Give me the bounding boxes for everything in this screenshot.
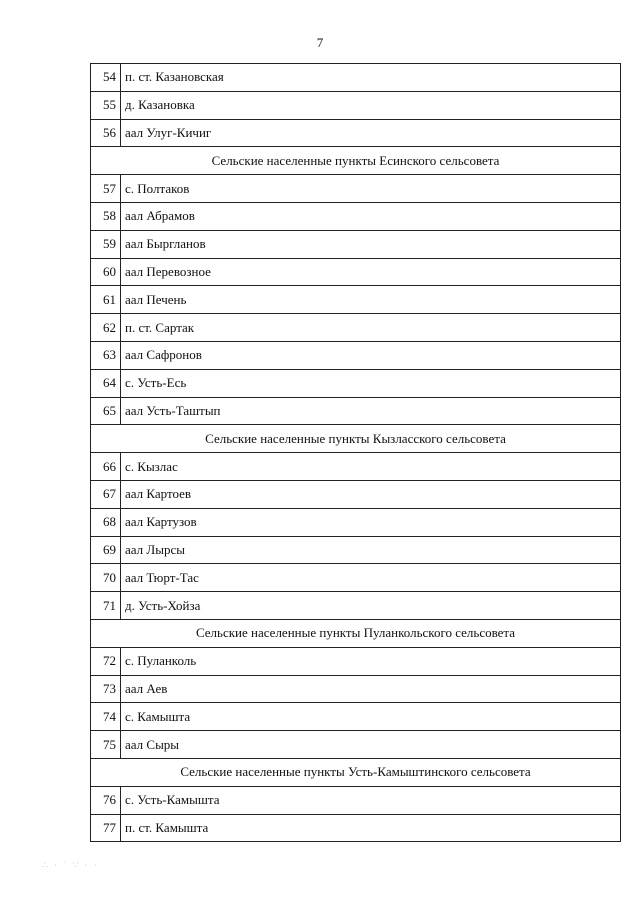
row-number: 57 (91, 175, 121, 203)
section-header-row (91, 147, 621, 175)
settlement-name: аал Абрамов (121, 202, 621, 230)
table-row (91, 703, 621, 731)
row-number: 75 (91, 731, 121, 759)
section-title: Сельские населенные пункты Кызласского сельсовета (91, 425, 621, 453)
row-number: 60 (91, 258, 121, 286)
page-number: 7 (316, 35, 324, 50)
settlement-name: аал Быргланов (121, 230, 621, 258)
row-number: 76 (91, 786, 121, 814)
row-number: 58 (91, 202, 121, 230)
table-row (91, 508, 621, 536)
table-row (91, 453, 621, 481)
settlement-name: аал Сыры (121, 731, 621, 759)
table-row (91, 369, 621, 397)
table-row (91, 314, 621, 342)
row-number: 71 (91, 592, 121, 620)
settlement-name: п. ст. Казановская (121, 64, 621, 92)
table-row (91, 536, 621, 564)
section-title: Сельские населенные пункты Усть-Камыштинского сельсовета (91, 758, 621, 786)
settlement-name: с. Камышта (121, 703, 621, 731)
settlement-name: с. Полтаков (121, 175, 621, 203)
settlement-name: аал Тюрт-Тас (121, 564, 621, 592)
table-row (91, 731, 621, 759)
row-number: 67 (91, 480, 121, 508)
table-row (91, 91, 621, 119)
settlement-name: аал Сафронов (121, 341, 621, 369)
settlement-name: аал Перевозное (121, 258, 621, 286)
row-number: 54 (91, 64, 121, 92)
row-number: 72 (91, 647, 121, 675)
settlement-name: п. ст. Сартак (121, 314, 621, 342)
row-number: 69 (91, 536, 121, 564)
settlement-name: аал Аев (121, 675, 621, 703)
row-number: 77 (91, 814, 121, 842)
table-row (91, 64, 621, 92)
section-title: Сельские населенные пункты Пуланкольского сельсовета (91, 619, 621, 647)
settlement-name: п. ст. Камышта (121, 814, 621, 842)
settlement-name: аал Улуг-Кичиг (121, 119, 621, 147)
settlement-name: аал Картузов (121, 508, 621, 536)
row-number: 74 (91, 703, 121, 731)
settlements-table-body (91, 64, 621, 842)
settlement-name: с. Усть-Есь (121, 369, 621, 397)
table-row (91, 786, 621, 814)
table-row (91, 258, 621, 286)
settlement-name: с. Усть-Камышта (121, 786, 621, 814)
settlements-table (90, 63, 621, 842)
row-number: 56 (91, 119, 121, 147)
table-row (91, 175, 621, 203)
table-row (91, 564, 621, 592)
table-row (91, 592, 621, 620)
section-header-row (91, 425, 621, 453)
row-number: 70 (91, 564, 121, 592)
settlement-name: аал Усть-Таштып (121, 397, 621, 425)
table-row (91, 230, 621, 258)
section-header-row (91, 619, 621, 647)
table-row (91, 647, 621, 675)
settlement-name: аал Лырсы (121, 536, 621, 564)
table-row (91, 814, 621, 842)
table-row (91, 119, 621, 147)
row-number: 66 (91, 453, 121, 481)
row-number: 68 (91, 508, 121, 536)
settlement-name: д. Казановка (121, 91, 621, 119)
table-row (91, 675, 621, 703)
table-row (91, 397, 621, 425)
row-number: 62 (91, 314, 121, 342)
settlement-name: с. Кызлас (121, 453, 621, 481)
settlement-name: д. Усть-Хойза (121, 592, 621, 620)
section-title: Сельские населенные пункты Есинского сельсовета (91, 147, 621, 175)
row-number: 59 (91, 230, 121, 258)
table-row (91, 286, 621, 314)
row-number: 55 (91, 91, 121, 119)
settlement-name: аал Картоев (121, 480, 621, 508)
settlement-name: с. Пуланколь (121, 647, 621, 675)
row-number: 63 (91, 341, 121, 369)
table-row (91, 480, 621, 508)
row-number: 61 (91, 286, 121, 314)
section-header-row (91, 758, 621, 786)
settlement-name: аал Печень (121, 286, 621, 314)
row-number: 73 (91, 675, 121, 703)
row-number: 65 (91, 397, 121, 425)
scan-artifact: ∴ · ˙ ∵ · · (42, 860, 99, 870)
table-row (91, 202, 621, 230)
table-row (91, 341, 621, 369)
row-number: 64 (91, 369, 121, 397)
